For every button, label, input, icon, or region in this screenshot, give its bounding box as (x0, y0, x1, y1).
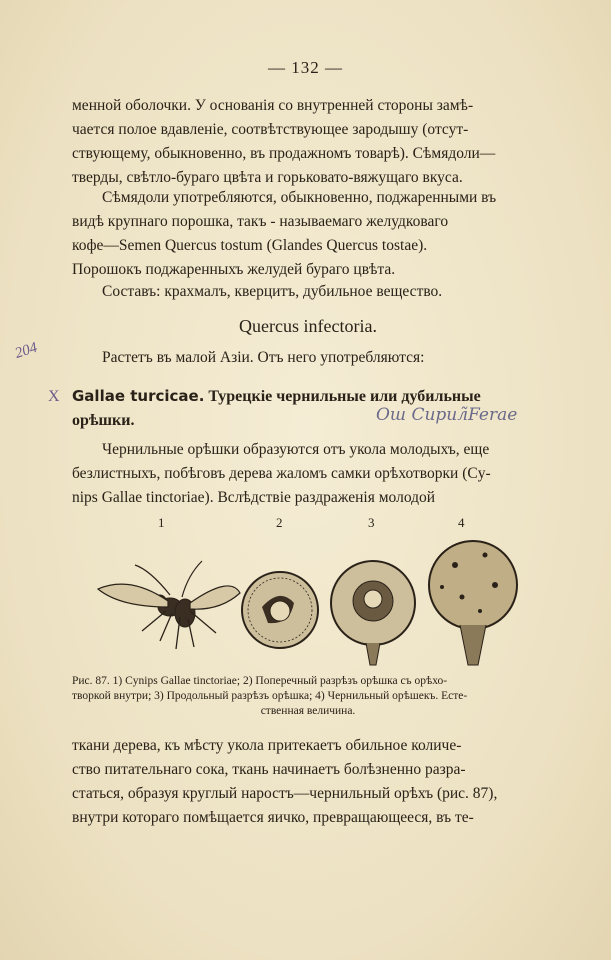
text-line: кофе—Semen Quercus tostum (Glandes Quercus tostae). (72, 237, 428, 254)
figure-label: 3 (368, 515, 375, 530)
figure-illustration (90, 515, 530, 675)
paragraph-usage (72, 186, 544, 282)
margin-annotation: 204 (13, 339, 40, 362)
caption-line: Рис. 87. 1) Cynips Gallae tinctoriae; 2) Поперечный разрѣзъ орѣшка съ орѣхо- (72, 675, 448, 687)
figure-87 (90, 515, 530, 675)
figure-label: 1 (158, 515, 165, 530)
text-line: внутри котораго помѣщается яичко, превращающееся, въ те- (72, 809, 474, 826)
text-line: чается полое вдавленіе, соотвѣтствующее зародышу (отсут- (72, 121, 469, 138)
text-line: видѣ крупнаго порошка, такъ - называемаго желудковаго (72, 213, 449, 230)
text-line: безлистныхъ, побѣговъ дерева жаломъ самки орѣхотворки (Cy- (72, 465, 491, 482)
handwritten-note: Ош Cupuл̃Ferae (376, 405, 518, 425)
text-line: тверды, свѣтло-бураго цвѣта и горьковато-вяжущаго вкуса. (72, 169, 463, 186)
paragraph-galls-formation (72, 438, 544, 510)
paragraph-gall-growth (72, 734, 544, 830)
wasp-illustration (98, 561, 240, 649)
section-heading: Quercus infectoria. (239, 316, 377, 336)
gall-cross-section (242, 572, 318, 648)
text-line: Чернильные орѣшки образуются отъ укола молодыхъ, еще (102, 441, 490, 458)
margin-mark: X (48, 388, 60, 405)
text-line: Составъ: крахмалъ, кверцитъ, дубильное вещество. (102, 283, 443, 300)
text-line: ство питательнаго сока, ткань начинаетъ болѣзненно разра- (72, 761, 466, 778)
subheading-text-line2: орѣшки. (72, 412, 135, 429)
figure-caption (72, 674, 544, 719)
text-line: статься, образуя круглый наростъ—чернильный орѣхъ (рис. 87), (72, 785, 498, 802)
page-number: — 132 — (268, 58, 343, 77)
latin-term: Gallae turcicae. (72, 387, 205, 405)
text-line: ствующему, обыкновенно, въ продажномъ товарѣ). Сѣмядоли— (72, 145, 496, 162)
paragraph-composition (72, 280, 544, 304)
text-line: Сѣмядоли употребляются, обыкновенно, поджаренными въ (102, 189, 497, 206)
figure-label: 2 (276, 515, 283, 530)
gall-longitudinal-section (331, 561, 415, 665)
paragraph-seed-description (72, 94, 544, 190)
gall-whole (429, 541, 517, 665)
paragraph-origin (72, 346, 544, 370)
caption-line: творкой внутри; 3) Продольный разрѣзъ орѣшка; 4) Чернильный орѣшекъ. Есте- (72, 690, 468, 702)
text-line: менной оболочки. У основанія со внутренней стороны замѣ- (72, 97, 474, 114)
figure-label: 4 (458, 515, 465, 530)
caption-line: ственная величина. (260, 705, 356, 717)
subheading-text: Турецкіе чернильные или дубильные (208, 388, 481, 405)
text-line: Порошокъ поджаренныхъ желудей бураго цвѣта. (72, 261, 396, 278)
text-line: Растетъ въ малой Азіи. Отъ него употребляются: (102, 349, 425, 366)
text-line: nips Gallae tinctoriae). Вслѣдствіе раздраженія молодой (72, 489, 436, 506)
text-line: ткани дерева, къ мѣсту укола притекаетъ обильное количе- (72, 737, 462, 754)
